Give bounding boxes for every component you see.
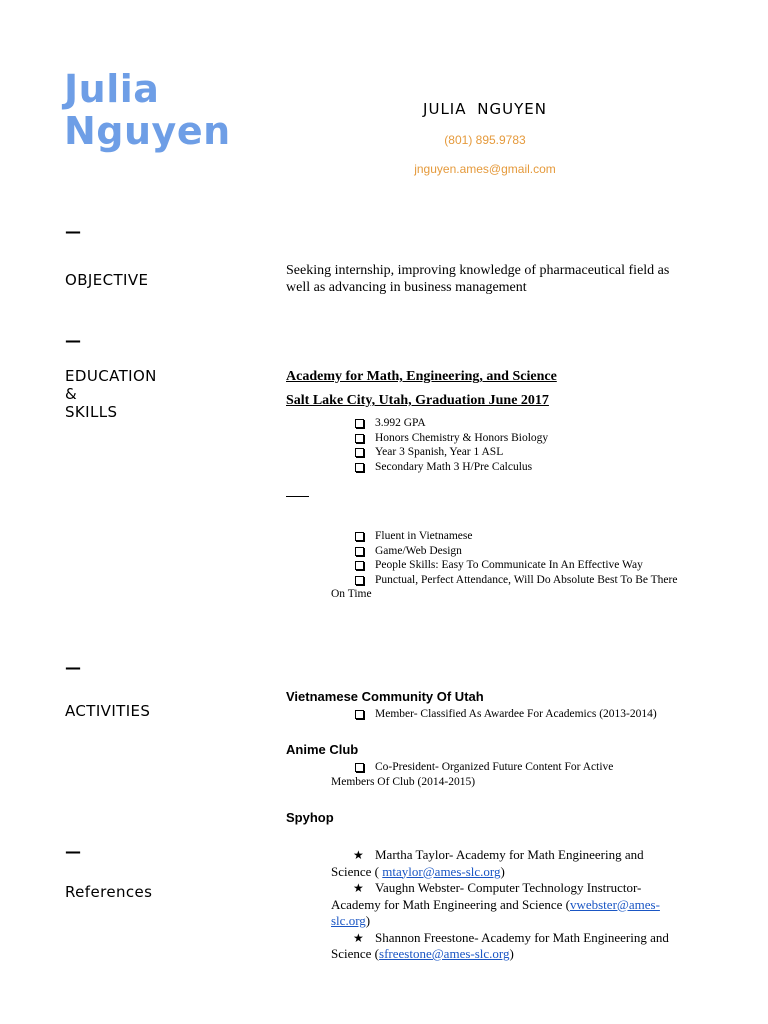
objective-heading: OBJECTIVE [65,271,149,289]
section-dash-activities: — [65,658,81,677]
education-heading-line2: & [65,385,78,403]
big-name-title [64,68,231,152]
email-address: jnguyen.ames@gmail.com [414,162,556,176]
star-bullet-icon: ★ [353,930,364,945]
section-dash-objective: — [65,222,81,241]
reference-email-link[interactable]: mtaylor@ames-slc.org [382,863,501,879]
checkbox-bullet-icon [355,463,364,472]
last-name: Nguyen [64,109,231,153]
activities-heading: ACTIVITIES [65,702,151,720]
checkbox-bullet-icon [355,561,364,570]
org-vietnamese-community: Vietnamese Community Of Utah [286,689,484,704]
list-item: Year 3 Spanish, Year 1 ASL [353,445,713,460]
star-bullet-icon: ★ [353,881,364,895]
list-item: 3.992 GPA [353,416,713,431]
checkbox-bullet-icon [355,434,364,443]
list-item: Fluent in Vietnamese [353,529,691,544]
school-name: Academy for Math, Engineering, and Science [286,369,557,384]
education-heading-line3: SKILLS [65,403,118,421]
org-anime-club: Anime Club [286,742,359,757]
org1-list [353,707,693,722]
checkbox-bullet-icon [355,547,364,556]
reference-email-link[interactable]: vwebster@ames-slc.org [331,896,660,928]
list-item: Punctual, Perfect Attendance, Will Do Absolute Best To Be There On Time [331,573,678,601]
checkbox-bullet-icon [355,710,364,719]
list-item: People Skills: Easy To Communicate In An Effective Way [353,558,691,573]
references-list [331,847,687,963]
references-heading: References [65,883,153,901]
checkbox-bullet-icon [355,419,364,428]
list-item: Secondary Math 3 H/Pre Calculus [353,460,713,475]
education-list [353,416,713,474]
org2-list [331,760,651,789]
reference-item: ★ Vaughn Webster- Computer Technology Instructor- Academy for Math Engineering and Science (vwebster@ames-slc.org) [331,880,660,928]
separator-line [286,496,309,497]
org-spyhop: Spyhop [286,810,334,825]
checkbox-bullet-icon [355,763,364,772]
phone-number: (801) 895.9783 [444,133,526,147]
header-name: JULIA NGUYEN [423,100,547,118]
reference-item: ★ Shannon Freestone- Academy for Math Engineering and Science (sfreestone@ames-slc.org) [331,929,669,961]
checkbox-bullet-icon [355,532,364,541]
objective-text: Seeking internship, improving knowledge of pharmaceutical field as well as advancing in business management [286,263,670,295]
section-dash-references: — [65,842,81,861]
list-item: Game/Web Design [353,544,691,559]
education-heading-line1: EDUCATION [65,367,157,385]
skills-list [331,529,691,602]
list-item: Co-President- Organized Future Content For Active Members Of Club (2014-2015) [331,761,614,788]
list-item: Honors Chemistry & Honors Biology [353,431,713,446]
section-dash-education: — [65,331,81,350]
first-name: Julia [64,67,160,111]
checkbox-bullet-icon [355,576,364,585]
list-item: Member- Classified As Awardee For Academics (2013-2014) [353,707,693,722]
school-location: Salt Lake City, Utah, Graduation June 2017 [286,393,549,408]
education-heading [65,367,157,421]
reference-item: ★ Martha Taylor- Academy for Math Engineering and Science ( mtaylor@ames-slc.org) [331,847,644,879]
reference-email-link[interactable]: sfreestone@ames-slc.org [379,946,510,961]
checkbox-bullet-icon [355,448,364,457]
star-bullet-icon: ★ [353,848,364,862]
